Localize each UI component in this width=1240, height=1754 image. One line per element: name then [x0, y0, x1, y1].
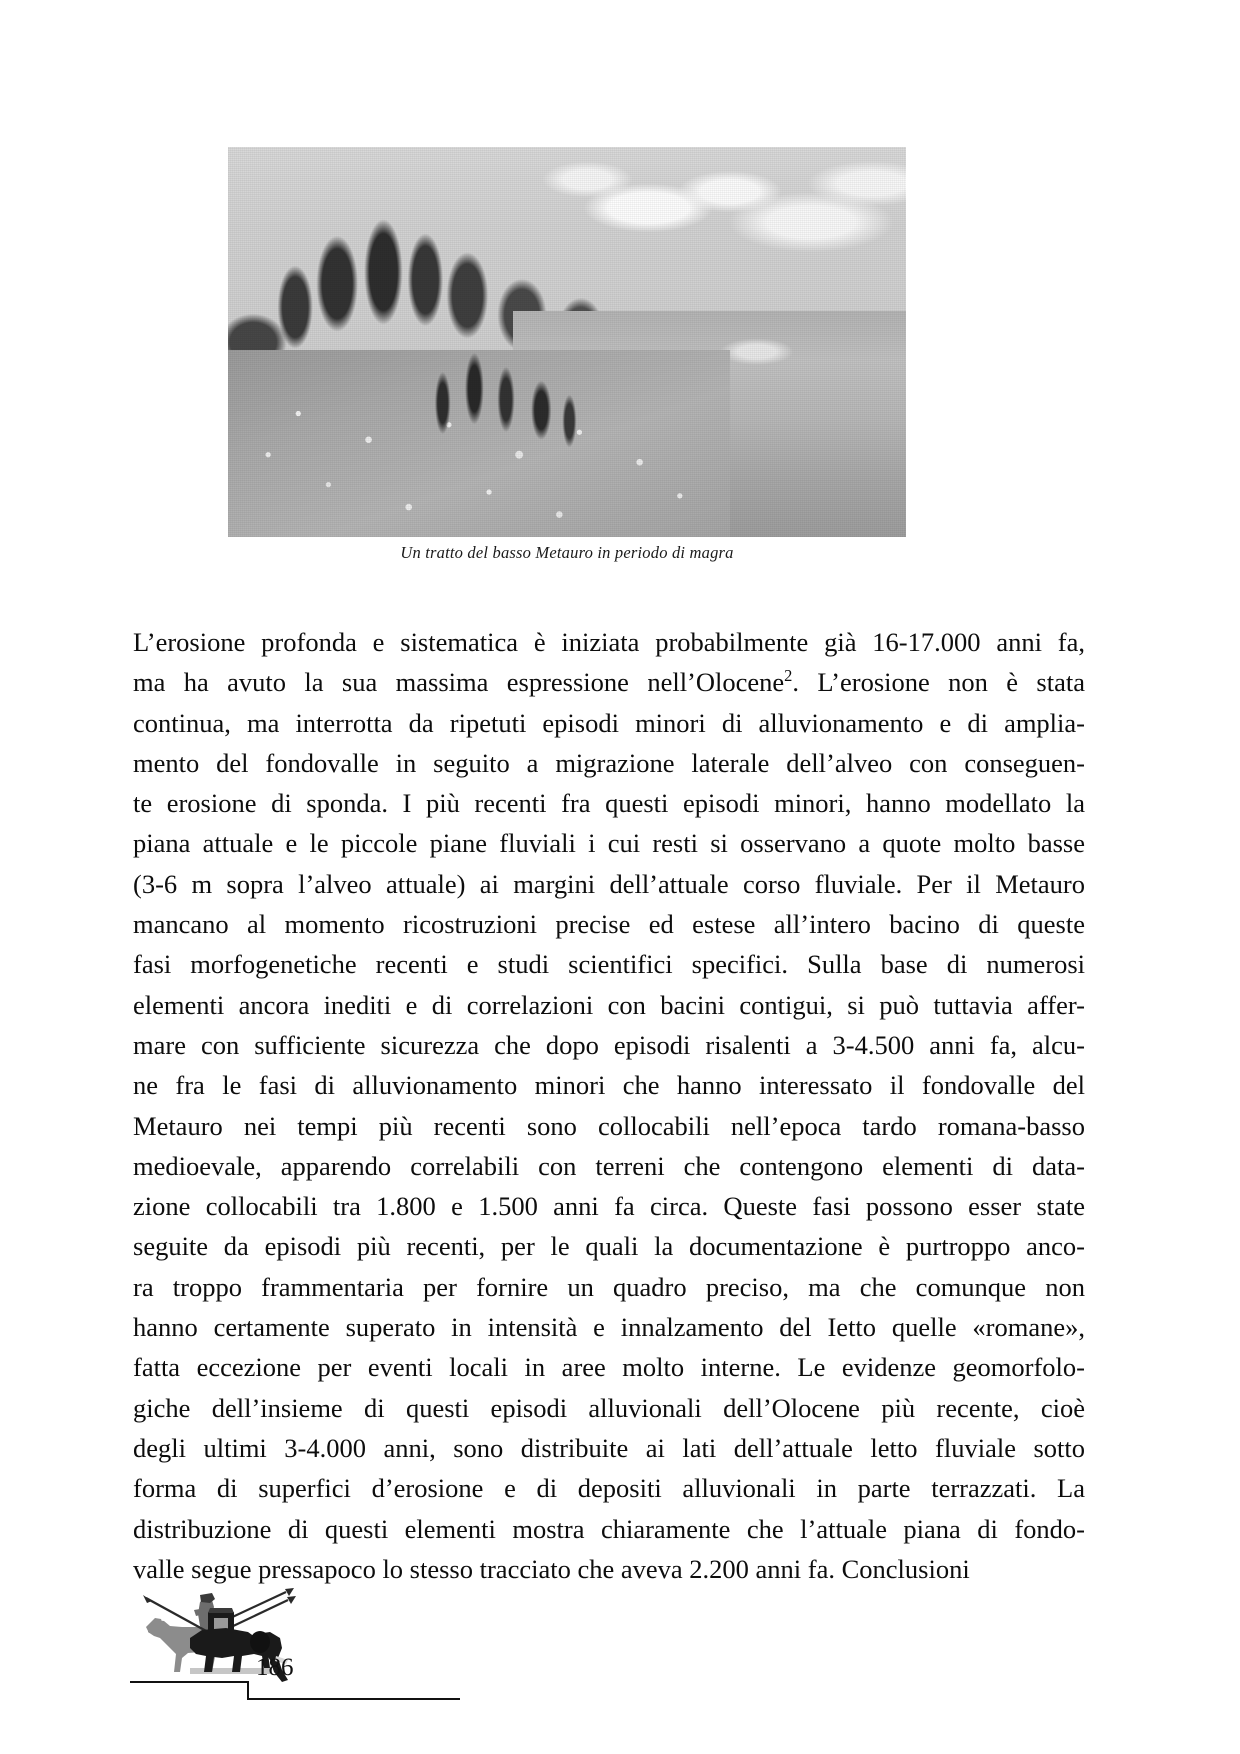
text-line: valle segue pressapoco lo stesso tracciato che aveva 2.200 anni fa. Conclusioni — [133, 1553, 970, 1584]
river-photograph — [228, 147, 906, 537]
text-line-part: . L’erosione non è stata — [792, 667, 1085, 698]
footnote-marker: 2 — [784, 666, 793, 686]
text-line: zione collocabili tra 1.800 e 1.500 anni fa circa. Queste fasi possono esser state — [133, 1191, 1085, 1222]
text-line: giche dell’insieme di questi episodi alluvionali dell’Olocene più recente, cioè — [133, 1392, 1085, 1423]
footer-rule — [130, 1681, 460, 1707]
text-line: degli ultimi 3-4.000 anni, sono distribuite ai lati dell’attuale letto fluviale sotto — [133, 1432, 1085, 1463]
text-line: (3-6 m sopra l’alveo attuale) ai margini dell’attuale corso fluviale. Per il Metauro — [133, 868, 1085, 899]
text-line: mare con sufficiente sicurezza che dopo episodi risalenti a 3-4.500 anni fa, alcu- — [133, 1029, 1085, 1060]
text-line: continua, ma interrotta da ripetuti episodi minori di alluvionamento e di amplia- — [133, 707, 1085, 738]
text-line: hanno certamente superato in intensità e innalzamento del Ietto quelle «romane», — [133, 1312, 1085, 1343]
photo-halftone-grain — [228, 147, 906, 537]
text-line: elementi ancora inediti e di correlazioni con bacini contigui, si può tuttavia affer- — [133, 989, 1085, 1020]
page-footer — [130, 1580, 550, 1710]
figure-photograph — [228, 147, 906, 537]
footer-rule-lower-segment — [247, 1698, 460, 1700]
text-line: mento del fondovalle in seguito a migrazione laterale dell’alveo con conseguen- — [133, 747, 1085, 778]
article-paragraph — [133, 622, 1085, 1589]
text-line: mancano al momento ricostruzioni precise ed estese all’intero bacino di queste — [133, 909, 1085, 940]
text-line: L’erosione profonda e sistematica è iniziata probabilmente già 16-17.000 anni fa, — [133, 627, 1085, 657]
text-line: piana attuale e le piccole piane fluviali i cui resti si osservano a quote molto basse — [133, 828, 1085, 859]
text-line: seguite da episodi più recenti, per le quali la documentazione è purtroppo anco- — [133, 1231, 1085, 1262]
text-line: fatta eccezione per eventi locali in aree molto interne. Le evidenze geomorfolo- — [133, 1352, 1085, 1383]
text-line: forma di superfici d’erosione e di depositi alluvionali in parte terrazzati. La — [133, 1473, 1085, 1504]
text-line: medioevale, apparendo correlabili con terreni che contengono elementi di data- — [133, 1150, 1085, 1181]
figure-caption: Un tratto del basso Metauro in periodo di magra — [400, 543, 734, 562]
text-line — [133, 662, 1085, 702]
text-line: te erosione di sponda. I più recenti fra questi episodi minori, hanno modellato la — [133, 788, 1085, 819]
text-line: fasi morfogenetiche recenti e studi scientifici specifici. Sulla base di numerosi — [133, 949, 1085, 980]
text-line-part: ma ha avuto la sua massima espressione nell’Olocene — [133, 667, 785, 698]
text-line: ne fra le fasi di alluvionamento minori che hanno interessato il fondovalle del — [133, 1070, 1085, 1101]
footer-rule-upper-segment — [130, 1681, 248, 1683]
text-line: distribuzione di questi elementi mostra chiaramente che l’attuale piana di fondo- — [133, 1513, 1085, 1544]
text-line: Metauro nei tempi più recenti sono collocabili nell’epoca tardo romana-basso — [133, 1110, 1085, 1141]
text-line: ra troppo frammentaria per fornire un quadro preciso, ma che comunque non — [133, 1271, 1085, 1302]
page-number: 186 — [256, 1654, 294, 1681]
